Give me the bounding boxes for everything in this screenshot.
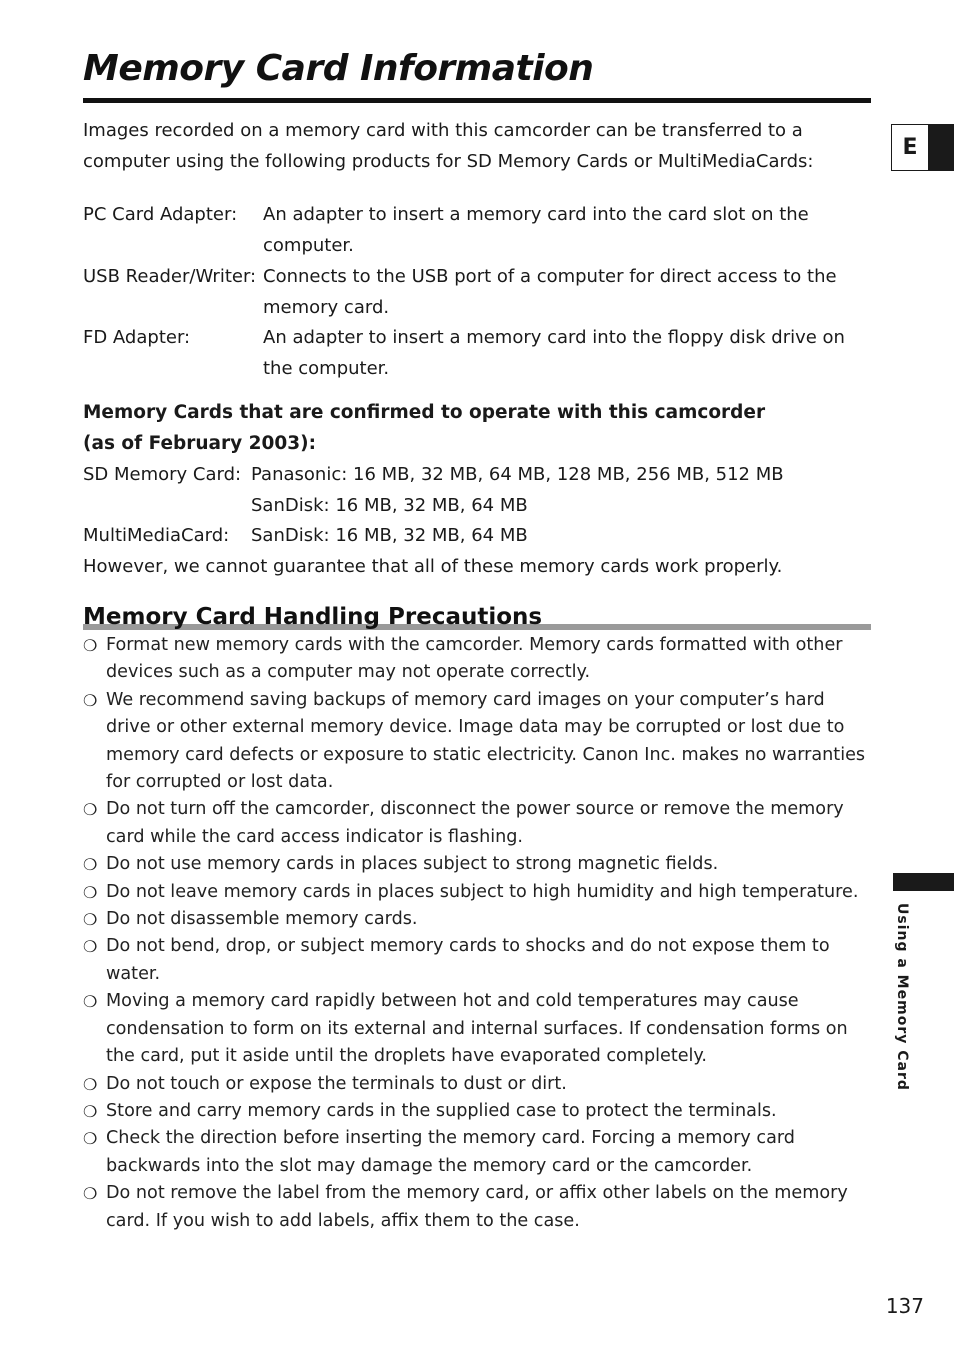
- bullet-icon: ❍: [83, 800, 98, 820]
- list-item: ❍ Check the direction before inserting the memory card. Forcing a memory card backwards into the slot may damage the memory card or the camcorder.: [83, 1125, 873, 1180]
- card-desc: SanDisk: 16 MB, 32 MB, 64 MB: [251, 525, 528, 546]
- card-desc: Panasonic: 16 MB, 32 MB, 64 MB, 128 MB, 256 MB, 512 MB: [251, 464, 784, 485]
- list-item: ❍ Store and carry memory cards in the supplied case to protect the terminals.: [83, 1098, 873, 1125]
- bullet-icon: ❍: [83, 992, 98, 1012]
- list-item: ❍ Do not use memory cards in places subject to strong magnetic fields.: [83, 851, 873, 878]
- side-section-label: Using a Memory Card: [894, 903, 910, 1091]
- side-tab-bar: [893, 873, 954, 891]
- confirmed-cards-heading: [83, 397, 873, 459]
- precautions-list: [83, 632, 873, 1235]
- list-item: ❍ Do not disassemble memory cards.: [83, 906, 873, 933]
- list-item: ❍ Do not remove the label from the memory card, or affix other labels on the memory card. If you wish to add labels, affix them to the case.: [83, 1180, 873, 1235]
- bullet-icon: ❍: [83, 1129, 98, 1149]
- page-number: 137: [885, 1294, 924, 1318]
- list-item: ❍ Do not leave memory cards in places subject to high humidity and high temperature.: [83, 879, 873, 906]
- intro-paragraph: Images recorded on a memory card with this camcorder can be transferred to a computer using the following products for SD Memory Cards or MultiMediaCards:: [83, 120, 814, 172]
- bullet-icon: ❍: [83, 636, 98, 655]
- confirmed-heading-line1: Memory Cards that are confirmed to operate with this camcorder: [83, 402, 766, 423]
- list-item: ❍ Do not touch or expose the terminals to dust or dirt.: [83, 1071, 873, 1098]
- confirmed-heading-line2: (as of February 2003):: [83, 433, 317, 454]
- title-rule: [83, 98, 871, 103]
- bullet-icon: ❍: [83, 855, 98, 875]
- bullet-icon: ❍: [83, 1101, 98, 1121]
- bullet-icon: ❍: [83, 937, 98, 957]
- list-item: ❍ Format new memory cards with the camcorder. Memory cards formatted with other devices such as a computer may not operate correctly.: [83, 632, 873, 687]
- list-item: ❍ We recommend saving backups of memory card images on your computer’s hard drive or other external memory device. Image data may be corrupted or lost due to memory card defects or exposure to static electricity. Canon Inc. makes no warranties for corrupted or lost data.: [83, 687, 873, 797]
- bullet-icon: ❍: [83, 910, 98, 930]
- language-tab-letter: E: [891, 124, 929, 171]
- section-heading: Memory Card Handling Precautions: [83, 604, 543, 630]
- card-term: SD Memory Card:: [83, 464, 242, 485]
- product-desc: An adapter to insert a memory card into the card slot on the computer.: [263, 204, 809, 256]
- page-title: Memory Card Information: [83, 48, 594, 89]
- bullet-icon: ❍: [83, 690, 98, 710]
- list-item: ❍ Do not bend, drop, or subject memory cards to shocks and do not expose them to water.: [83, 933, 873, 988]
- bullet-icon: ❍: [83, 1184, 98, 1204]
- product-term: USB Reader/Writer:: [83, 266, 257, 287]
- product-term: FD Adapter:: [83, 327, 191, 348]
- product-term: PC Card Adapter:: [83, 204, 238, 225]
- card-desc: SanDisk: 16 MB, 32 MB, 64 MB: [251, 495, 528, 516]
- list-item: ❍ Moving a memory card rapidly between hot and cold temperatures may cause condensation to form on its external and internal surfaces. If condensation forms on the card, put it aside until the droplets have evaporated completely.: [83, 988, 873, 1070]
- product-desc: An adapter to insert a memory card into the floppy disk drive on the computer.: [263, 327, 845, 379]
- bullet-icon: ❍: [83, 1074, 98, 1094]
- bullet-icon: ❍: [83, 882, 98, 902]
- guarantee-note: However, we cannot guarantee that all of these memory cards work properly.: [83, 556, 783, 577]
- product-desc: Connects to the USB port of a computer for direct access to the memory card.: [263, 266, 837, 318]
- card-term: MultiMediaCard:: [83, 525, 230, 546]
- list-item: ❍ Do not turn off the camcorder, disconnect the power source or remove the memory card while the card access indicator is flashing.: [83, 796, 873, 851]
